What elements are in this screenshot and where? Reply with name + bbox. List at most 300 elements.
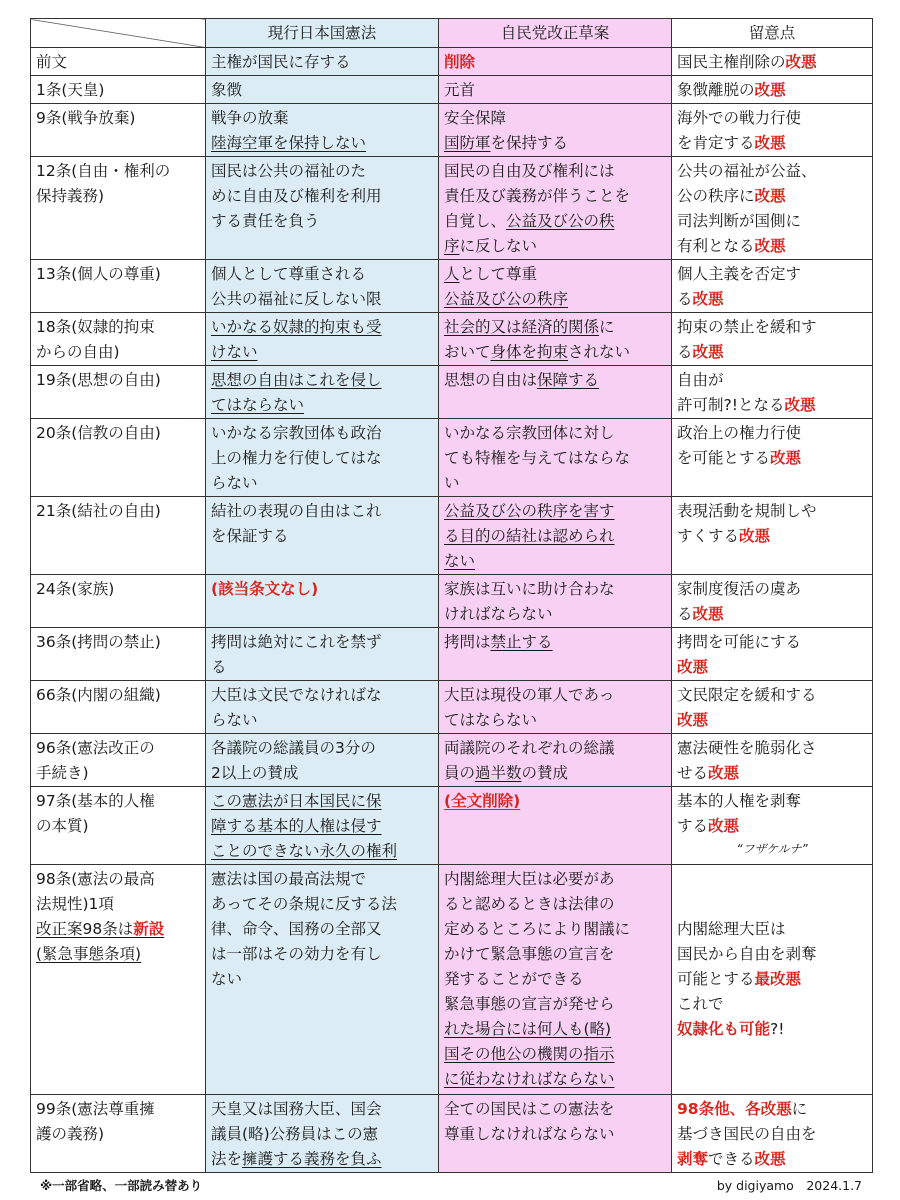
cell-line: [677, 841, 867, 857]
cell-line: [677, 106, 867, 131]
article-label: 13条(個人の尊重): [36, 265, 161, 283]
article-label-part: 改正案98条は: [36, 920, 134, 938]
cell-line: [211, 892, 433, 917]
current-text-cell: [206, 1095, 439, 1173]
cell-line: [211, 942, 433, 967]
text-segment: 改悪: [692, 290, 724, 308]
table-row: [31, 681, 873, 734]
note-cell: [672, 681, 873, 734]
text-segment: できる: [708, 1150, 755, 1168]
text-segment: 障する: [211, 817, 258, 835]
cell-line: [444, 683, 666, 708]
cell-line: [211, 471, 433, 496]
text-segment: 国民は: [211, 162, 258, 180]
table-row: [31, 48, 873, 76]
text-segment: 擁護する義務を負ふ: [242, 1150, 382, 1168]
article-label: 護の義務): [36, 1125, 105, 1143]
comparison-table-container: [30, 18, 872, 1173]
text-segment: 改悪: [754, 134, 786, 152]
text-segment: に反しない: [459, 237, 538, 255]
article-cell: [31, 497, 206, 575]
text-segment: 公共の福祉に反しない限: [211, 290, 382, 308]
cell-line: [444, 992, 666, 1017]
text-segment: 憲法: [211, 870, 243, 888]
text-segment: これで: [677, 995, 724, 1013]
cell-line: [444, 942, 666, 967]
cell-line: [444, 184, 666, 209]
ldp-draft-cell: [439, 575, 672, 628]
current-text-cell: [206, 157, 439, 260]
text-segment: 結社の: [211, 502, 258, 520]
table-row: [31, 865, 873, 1095]
text-segment: ?!: [770, 1020, 785, 1038]
cell-line: [677, 630, 867, 655]
cell-line: [677, 184, 867, 209]
text-segment: 改悪: [739, 527, 771, 545]
text-segment: 律、命令、国務の全部又: [211, 920, 382, 938]
text-segment: のた: [335, 162, 367, 180]
text-segment: を: [273, 449, 289, 467]
text-segment: (該当条文なし): [211, 580, 319, 598]
text-segment: されない: [568, 343, 631, 361]
cell-line: [444, 789, 666, 814]
text-segment: これ: [350, 502, 382, 520]
text-segment: 絶対にこれを禁ず: [257, 633, 382, 651]
text-segment: 内閣総理大臣は必要があ: [444, 870, 615, 888]
ldp-draft-cell: [439, 628, 672, 681]
ldp-draft-cell: [439, 865, 672, 1095]
header-ldp-draft: 自民党改正草案: [439, 19, 672, 48]
cell-line: [444, 892, 666, 917]
text-segment: 全ての国民: [444, 1100, 522, 1118]
text-segment: 自覚し、: [444, 212, 507, 230]
text-segment: る: [677, 343, 693, 361]
text-segment: れた場合には何人も(略): [444, 1020, 612, 1038]
cell-line: [677, 315, 867, 340]
text-segment: 天皇又は: [211, 1100, 274, 1118]
cell-line: [677, 287, 867, 312]
cell-line: [211, 708, 433, 733]
text-segment: 許可制?!となる: [677, 396, 785, 414]
cell-line: [677, 159, 867, 184]
text-segment: 改悪: [785, 53, 817, 71]
cell-line: [677, 368, 867, 393]
cell-line: [677, 262, 867, 287]
ldp-draft-cell: [439, 734, 672, 787]
text-segment: を: [506, 449, 522, 467]
cell-line: [211, 159, 433, 184]
ldp-draft-cell: [439, 48, 672, 76]
ldp-draft-cell: [439, 681, 672, 734]
cell-line: [677, 967, 867, 992]
text-segment: 緊急事態の宣言: [490, 945, 600, 963]
text-segment: を保持する: [490, 134, 569, 152]
text-segment: 公の秩序に: [677, 187, 755, 205]
text-segment: めに自由及び権利を利用: [211, 187, 382, 205]
text-segment: 国民から: [677, 945, 740, 963]
note-cell: [672, 734, 873, 787]
text-segment: ければならない: [444, 605, 553, 623]
text-segment: として尊重される: [242, 265, 367, 283]
text-segment: 拷問を可能にする: [677, 633, 802, 651]
text-segment: 上の: [211, 449, 243, 467]
header-corner: [31, 19, 206, 48]
current-text-cell: [206, 628, 439, 681]
ldp-draft-cell: [439, 313, 672, 366]
current-text-cell: [206, 104, 439, 157]
table-row: [31, 575, 873, 628]
article-cell: [31, 260, 206, 313]
cell-line: [444, 50, 666, 75]
table-row: [31, 157, 873, 260]
text-segment: 国務大臣: [273, 1100, 336, 1118]
text-segment: ると認めるときは法律の: [444, 895, 615, 913]
cell-line: [444, 340, 666, 365]
cell-line: [677, 761, 867, 786]
article-cell: [31, 76, 206, 104]
table-row: [31, 104, 873, 157]
table-row: [31, 313, 873, 366]
text-segment: 員の: [444, 764, 476, 782]
text-segment: する: [677, 817, 709, 835]
cell-line: [677, 209, 867, 234]
text-segment: 改悪: [677, 658, 709, 676]
cell-line: [444, 106, 666, 131]
text-segment: 人: [444, 265, 460, 283]
note-cell: [672, 865, 873, 1095]
article-cell: [31, 366, 206, 419]
note-cell: [672, 157, 873, 260]
article-label: 21条(結社の自由): [36, 502, 161, 520]
text-segment: いかなる宗教団体に対し: [444, 424, 615, 442]
text-segment: あってその条規に反する法: [211, 895, 397, 913]
article-label: の本質): [36, 817, 89, 835]
text-segment: 序: [444, 237, 460, 255]
text-segment: 剥奪: [677, 1150, 709, 1168]
text-segment: 文民: [257, 686, 289, 704]
text-segment: 自由: [739, 945, 771, 963]
text-segment: ても: [444, 449, 476, 467]
text-segment: 3分の: [335, 739, 376, 757]
note-cell: [672, 575, 873, 628]
article-label: 98条(憲法の最高: [36, 870, 155, 888]
table-body: [31, 48, 873, 1173]
cell-line: [444, 577, 666, 602]
article-label: 99条(憲法尊重擁: [36, 1100, 155, 1118]
text-segment: ことのできない: [211, 842, 320, 860]
cell-line: [211, 761, 433, 786]
text-segment: はこの憲法を: [521, 1100, 615, 1118]
text-segment: 改悪: [692, 605, 724, 623]
text-segment: 公益及び公の秩: [506, 212, 615, 230]
cell-line: [211, 789, 433, 814]
text-segment: 最改悪: [754, 970, 802, 988]
cell-line: [444, 867, 666, 892]
text-segment: 戦争の放棄: [211, 109, 289, 127]
cell-line: [211, 368, 433, 393]
article-label: 前文: [36, 53, 68, 71]
article-label: 97条(基本的人権: [36, 792, 155, 810]
text-segment: 与えてはならな: [521, 449, 631, 467]
text-segment: に従わなければならない: [444, 1070, 615, 1088]
article-cell: [31, 734, 206, 787]
text-segment: ない: [211, 970, 243, 988]
cell-line: [677, 867, 867, 892]
cell-line: [211, 209, 433, 234]
cell-line: [444, 549, 666, 574]
cell-line: [211, 814, 433, 839]
cell-line: [677, 708, 867, 733]
cell-line: [444, 1042, 666, 1067]
text-segment: 改悪: [677, 711, 709, 729]
article-cell: [31, 419, 206, 497]
text-segment: 海外での戦力行使: [677, 109, 802, 127]
table-row: [31, 497, 873, 575]
text-segment: 主権が国民に存する: [211, 53, 351, 71]
cell-line: [677, 499, 867, 524]
footnote: ※一部省略、一部読み替あり: [40, 1178, 203, 1193]
text-segment: 責任及び義務が伴うことを: [444, 187, 631, 205]
text-segment: 大臣は: [211, 686, 258, 704]
note-cell: [672, 1095, 873, 1173]
cell-line: [211, 683, 433, 708]
text-segment: はこの憲: [316, 1125, 379, 1143]
cell-line: [444, 315, 666, 340]
cell-line: [677, 1097, 867, 1122]
article-cell: [31, 313, 206, 366]
text-segment: 思想の自由は: [444, 371, 538, 389]
cell-line: [444, 234, 666, 259]
text-segment: として尊重: [459, 265, 538, 283]
text-segment: 個人主義を否定す: [677, 265, 802, 283]
text-segment: を可能とする: [677, 449, 771, 467]
article-label: [36, 917, 200, 942]
text-segment: 奴隷化も可能: [677, 1020, 771, 1038]
cell-line: [211, 655, 433, 680]
cell-line: [677, 446, 867, 471]
ldp-draft-cell: [439, 497, 672, 575]
text-segment: は: [335, 502, 351, 520]
text-segment: 家制度復活の虞あ: [677, 580, 802, 598]
text-segment: 基づき国民の自由を: [677, 1125, 817, 1143]
text-segment: 奴隷的拘束: [273, 318, 351, 336]
cell-line: [677, 393, 867, 418]
table-row: [31, 419, 873, 497]
text-segment: 可能とする: [677, 970, 755, 988]
text-segment: 禁止する: [490, 633, 553, 651]
text-segment: かけて: [444, 945, 491, 963]
note-cell: [672, 787, 873, 865]
cell-line: [444, 209, 666, 234]
text-segment: 改悪: [754, 187, 786, 205]
cell-line: [444, 446, 666, 471]
text-segment: 、: [335, 1100, 351, 1118]
current-text-cell: [206, 48, 439, 76]
ldp-draft-cell: [439, 419, 672, 497]
text-segment: てはならない: [444, 711, 538, 729]
ldp-draft-cell: [439, 260, 672, 313]
text-segment: てはならない: [211, 396, 305, 414]
cell-line: [677, 524, 867, 549]
article-label: 法規性)1項: [36, 895, 114, 913]
text-segment: 安全保障: [444, 109, 507, 127]
article-label: 36条(拷問の禁止): [36, 633, 161, 651]
cell-line: [677, 421, 867, 446]
text-segment: を保証する: [211, 527, 289, 545]
text-segment: 緊急事態の宣言が発せら: [444, 995, 615, 1013]
cell-line: [211, 315, 433, 340]
text-segment: も受: [350, 318, 382, 336]
cell-line: [211, 736, 433, 761]
text-segment: 永久の権利: [319, 842, 398, 860]
cell-line: [211, 131, 433, 156]
text-segment: 基本的人権: [257, 817, 336, 835]
text-segment: は侵す: [335, 817, 382, 835]
text-segment: 憲法硬性を脆弱化さ: [677, 739, 817, 757]
note-cell: [672, 313, 873, 366]
current-text-cell: [206, 497, 439, 575]
text-segment: 個人: [211, 265, 243, 283]
text-segment: 基本的人権を剥奪: [677, 792, 802, 810]
cell-line: [211, 393, 433, 418]
text-segment: 国防軍: [444, 134, 491, 152]
cell-line: [444, 1122, 666, 1147]
text-segment: 剥奪: [785, 945, 817, 963]
current-text-cell: [206, 787, 439, 865]
text-segment: 拷問は: [444, 633, 491, 651]
text-segment: い: [444, 474, 460, 492]
text-segment: 改悪: [708, 817, 740, 835]
cell-line: [444, 499, 666, 524]
cell-line: [677, 340, 867, 365]
cell-line: [677, 234, 867, 259]
text-segment: 現役の軍人であっ: [490, 686, 615, 704]
ldp-draft-cell: [439, 76, 672, 104]
article-cell: [31, 787, 206, 865]
text-segment: 公益及び公の秩序: [444, 290, 569, 308]
table-row: [31, 76, 873, 104]
text-segment: 削除: [444, 53, 476, 71]
cell-line: [211, 446, 433, 471]
text-segment: 発することができる: [444, 970, 584, 988]
text-segment: おいて: [444, 343, 491, 361]
cell-line: [677, 789, 867, 814]
text-segment: 大臣は: [444, 686, 491, 704]
text-segment: (全文削除): [444, 792, 521, 810]
text-segment: で: [350, 870, 367, 888]
cell-line: [211, 867, 433, 892]
text-segment: ない: [444, 552, 476, 570]
cell-line: [211, 262, 433, 287]
article-label: 手続き): [36, 764, 89, 782]
text-segment: を: [599, 945, 615, 963]
author-date: by digiyamo 2024.1.7: [716, 1178, 862, 1193]
article-cell: [31, 104, 206, 157]
text-segment: に: [599, 318, 615, 336]
text-segment: 自由が: [677, 371, 724, 389]
cell-line: [211, 78, 433, 103]
cell-line: [677, 602, 867, 627]
ldp-draft-cell: [439, 157, 672, 260]
header-row: [31, 19, 873, 48]
cell-line: [211, 340, 433, 365]
cell-line: [677, 131, 867, 156]
text-segment: この憲法が日本国民に保: [211, 792, 382, 810]
text-segment: 有利となる: [677, 237, 755, 255]
table-row: [31, 787, 873, 865]
article-label: 66条(内閣の組織): [36, 686, 161, 704]
text-segment: 改悪: [770, 449, 802, 467]
article-label-emphasis: 新設: [133, 920, 165, 938]
cell-line: [211, 499, 433, 524]
cell-line: [444, 630, 666, 655]
text-segment: 内閣総理大臣は: [677, 920, 786, 938]
text-segment: 公務員: [269, 1125, 317, 1143]
article-cell: [31, 681, 206, 734]
text-segment: 改悪: [692, 343, 724, 361]
cell-line: [677, 1147, 867, 1172]
cell-line: [444, 736, 666, 761]
cell-line: [677, 655, 867, 680]
cell-line: [677, 917, 867, 942]
text-segment: 侵し: [350, 371, 382, 389]
text-segment: 元首: [444, 81, 476, 99]
article-label: 12条(自由・権利の: [36, 162, 171, 180]
footer: [30, 1176, 872, 1196]
text-segment: 改悪: [708, 764, 740, 782]
text-segment: を肯定する: [677, 134, 755, 152]
table-row: [31, 734, 873, 787]
text-segment: は一部は: [211, 945, 274, 963]
text-segment: に: [791, 1100, 808, 1118]
text-segment: 表現活動を規制しや: [677, 502, 817, 520]
cell-line: [444, 524, 666, 549]
article-cell: [31, 157, 206, 260]
text-segment: 拘束の禁止を緩和す: [677, 318, 817, 336]
article-label: 20条(信教の自由): [36, 424, 161, 442]
text-segment: 国その他公の機関の指示: [444, 1045, 615, 1063]
article-label: 9条(戦争放棄): [36, 109, 136, 127]
text-segment: 国民の自由及び権利には: [444, 162, 615, 180]
cell-line: [444, 131, 666, 156]
text-segment: いかなる宗教団体も政治: [211, 424, 382, 442]
article-cell: [31, 575, 206, 628]
article-label: 1条(天皇): [36, 81, 105, 99]
text-segment: すくする: [677, 527, 740, 545]
header-current-constitution: 現行日本国憲法: [206, 19, 439, 48]
note-cell: [672, 497, 873, 575]
table-row: [31, 366, 873, 419]
cell-line: [211, 421, 433, 446]
text-segment: の賛成: [521, 764, 569, 782]
text-segment: 文民限定を緩和する: [677, 686, 817, 704]
current-text-cell: [206, 76, 439, 104]
cell-line: [677, 577, 867, 602]
text-segment: 過半数: [475, 764, 522, 782]
text-segment: 国会: [350, 1100, 382, 1118]
text-segment: いかなる: [211, 318, 274, 336]
text-segment: 98条他、各改悪: [677, 1100, 792, 1118]
text-segment: 拷問は: [211, 633, 258, 651]
cell-line: [444, 967, 666, 992]
constitution-comparison-table: [30, 18, 873, 1173]
text-segment: “フザケルナ”: [736, 842, 808, 856]
text-segment: 公共の福祉: [257, 162, 336, 180]
text-segment: 社会的又は経済的関係: [444, 318, 600, 336]
text-segment: 両議院のそれぞれの総議: [444, 739, 615, 757]
cell-line: [444, 761, 666, 786]
text-segment: 象徴: [211, 81, 243, 99]
